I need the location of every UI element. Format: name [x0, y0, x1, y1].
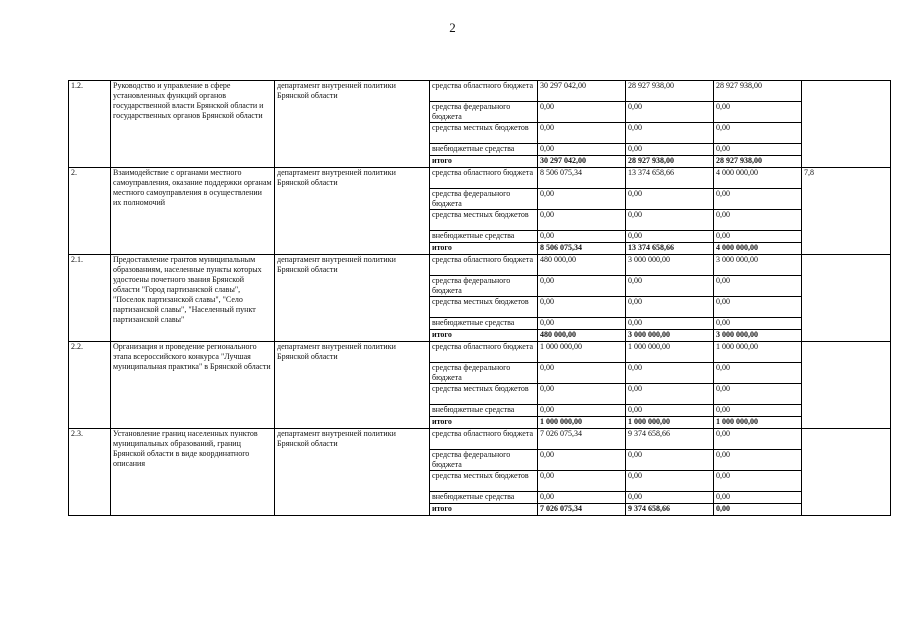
amount-year-3: 0,00 [714, 123, 802, 144]
amount-year-1: 7 026 075,34 [538, 429, 626, 450]
amount-year-1: 0,00 [538, 471, 626, 492]
funding-source: внебюджетные средства [430, 492, 538, 504]
total-label: итого [430, 417, 538, 429]
item-name: Установление границ населенных пунктов муниципальных образований, границ Брянской области в виде координатного описания [111, 429, 275, 516]
funding-source: средства федерального бюджета [430, 102, 538, 123]
funding-source: средства областного бюджета [430, 429, 538, 450]
amount-year-1: 0,00 [538, 384, 626, 405]
amount-year-1: 0,00 [538, 123, 626, 144]
funding-source: средства местных бюджетов [430, 210, 538, 231]
funding-source: внебюджетные средства [430, 318, 538, 330]
amount-year-2: 0,00 [626, 144, 714, 156]
amount-year-2: 9 374 658,66 [626, 429, 714, 450]
page-number: 2 [449, 20, 456, 35]
amount-year-1: 30 297 042,00 [538, 156, 626, 168]
funding-source: средства местных бюджетов [430, 384, 538, 405]
amount-year-2: 0,00 [626, 276, 714, 297]
funding-source: средства федерального бюджета [430, 450, 538, 471]
amount-year-1: 30 297 042,00 [538, 81, 626, 102]
item-department: департамент внутренней политики Брянской области [275, 168, 430, 255]
amount-year-3: 28 927 938,00 [714, 156, 802, 168]
amount-year-2: 13 374 658,66 [626, 168, 714, 189]
item-number: 2.2. [69, 342, 111, 429]
amount-year-3: 0,00 [714, 210, 802, 231]
amount-year-1: 0,00 [538, 231, 626, 243]
amount-year-3: 0,00 [714, 450, 802, 471]
item-number: 2.1. [69, 255, 111, 342]
amount-year-3: 1 000 000,00 [714, 417, 802, 429]
amount-year-1: 0,00 [538, 363, 626, 384]
funding-source: средства областного бюджета [430, 81, 538, 102]
item-indicator [802, 342, 891, 429]
total-label: итого [430, 243, 538, 255]
amount-year-2: 0,00 [626, 318, 714, 330]
amount-year-2: 0,00 [626, 471, 714, 492]
amount-year-3: 3 000 000,00 [714, 255, 802, 276]
amount-year-1: 0,00 [538, 492, 626, 504]
amount-year-2: 0,00 [626, 384, 714, 405]
amount-year-3: 0,00 [714, 102, 802, 123]
funding-source: средства областного бюджета [430, 168, 538, 189]
item-indicator [802, 429, 891, 516]
item-indicator [802, 81, 891, 168]
amount-year-3: 0,00 [714, 429, 802, 450]
amount-year-1: 0,00 [538, 276, 626, 297]
amount-year-3: 28 927 938,00 [714, 81, 802, 102]
amount-year-3: 0,00 [714, 363, 802, 384]
funding-source: средства местных бюджетов [430, 123, 538, 144]
table-row [69, 81, 891, 102]
item-indicator [802, 255, 891, 342]
item-department: департамент внутренней политики Брянской области [275, 342, 430, 429]
amount-year-2: 0,00 [626, 189, 714, 210]
total-label: итого [430, 330, 538, 342]
amount-year-1: 8 506 075,34 [538, 243, 626, 255]
amount-year-3: 0,00 [714, 318, 802, 330]
amount-year-2: 13 374 658,66 [626, 243, 714, 255]
table-row [69, 255, 891, 276]
amount-year-1: 0,00 [538, 210, 626, 231]
item-department: департамент внутренней политики Брянской области [275, 255, 430, 342]
amount-year-3: 0,00 [714, 471, 802, 492]
amount-year-2: 3 000 000,00 [626, 255, 714, 276]
amount-year-2: 0,00 [626, 363, 714, 384]
amount-year-1: 0,00 [538, 450, 626, 471]
amount-year-1: 0,00 [538, 318, 626, 330]
amount-year-1: 480 000,00 [538, 255, 626, 276]
amount-year-1: 480 000,00 [538, 330, 626, 342]
amount-year-3: 0,00 [714, 405, 802, 417]
amount-year-3: 1 000 000,00 [714, 342, 802, 363]
funding-source: внебюджетные средства [430, 405, 538, 417]
funding-source: средства федерального бюджета [430, 363, 538, 384]
amount-year-1: 0,00 [538, 189, 626, 210]
item-name: Организация и проведение регионального этапа всероссийского конкурса "Лучшая муниципальная практика" в Брянской области [111, 342, 275, 429]
amount-year-2: 1 000 000,00 [626, 342, 714, 363]
funding-source: внебюджетные средства [430, 144, 538, 156]
funding-source: средства местных бюджетов [430, 297, 538, 318]
amount-year-3: 0,00 [714, 492, 802, 504]
amount-year-2: 9 374 658,66 [626, 504, 714, 516]
amount-year-3: 3 000 000,00 [714, 330, 802, 342]
amount-year-1: 0,00 [538, 405, 626, 417]
amount-year-2: 0,00 [626, 123, 714, 144]
amount-year-3: 0,00 [714, 231, 802, 243]
amount-year-2: 28 927 938,00 [626, 81, 714, 102]
amount-year-2: 0,00 [626, 210, 714, 231]
funding-source: средства федерального бюджета [430, 276, 538, 297]
amount-year-1: 1 000 000,00 [538, 342, 626, 363]
amount-year-1: 7 026 075,34 [538, 504, 626, 516]
amount-year-2: 0,00 [626, 297, 714, 318]
item-number: 2. [69, 168, 111, 255]
item-name: Взаимодействие с органами местного самоуправления, оказание поддержки органам местного самоуправления в осуществлении их полномочий [111, 168, 275, 255]
amount-year-3: 0,00 [714, 144, 802, 156]
amount-year-1: 1 000 000,00 [538, 417, 626, 429]
amount-year-3: 4 000 000,00 [714, 168, 802, 189]
funding-source: средства областного бюджета [430, 342, 538, 363]
table-row [69, 168, 891, 189]
item-indicator: 7,8 [802, 168, 891, 255]
amount-year-2: 0,00 [626, 492, 714, 504]
table-row [69, 342, 891, 363]
table-row [69, 429, 891, 450]
item-name: Руководство и управление в сфере установленных функций органов государственной власти Брянской области и государственных органов Брянской области [111, 81, 275, 168]
amount-year-3: 0,00 [714, 189, 802, 210]
amount-year-3: 0,00 [714, 384, 802, 405]
amount-year-2: 0,00 [626, 102, 714, 123]
amount-year-1: 8 506 075,34 [538, 168, 626, 189]
amount-year-1: 0,00 [538, 297, 626, 318]
amount-year-3: 4 000 000,00 [714, 243, 802, 255]
amount-year-1: 0,00 [538, 102, 626, 123]
amount-year-2: 0,00 [626, 450, 714, 471]
amount-year-3: 0,00 [714, 276, 802, 297]
item-number: 2.3. [69, 429, 111, 516]
total-label: итого [430, 504, 538, 516]
item-department: департамент внутренней политики Брянской области [275, 429, 430, 516]
item-name: Предоставление грантов муниципальным образованиям, населенные пункты которых удостоены почетного звания Брянской области "Город партизанской славы", "Поселок партизанской славы", "Село партизанской славы", "Населенный пункт партизанской славы" [111, 255, 275, 342]
item-department: департамент внутренней политики Брянской области [275, 81, 430, 168]
funding-source: внебюджетные средства [430, 231, 538, 243]
amount-year-2: 0,00 [626, 405, 714, 417]
funding-source: средства местных бюджетов [430, 471, 538, 492]
amount-year-2: 3 000 000,00 [626, 330, 714, 342]
amount-year-3: 0,00 [714, 504, 802, 516]
amount-year-2: 28 927 938,00 [626, 156, 714, 168]
item-number: 1.2. [69, 81, 111, 168]
amount-year-3: 0,00 [714, 297, 802, 318]
amount-year-2: 1 000 000,00 [626, 417, 714, 429]
budget-table [68, 80, 891, 516]
amount-year-1: 0,00 [538, 144, 626, 156]
funding-source: средства областного бюджета [430, 255, 538, 276]
amount-year-2: 0,00 [626, 231, 714, 243]
table-body [69, 81, 891, 516]
funding-source: средства федерального бюджета [430, 189, 538, 210]
total-label: итого [430, 156, 538, 168]
